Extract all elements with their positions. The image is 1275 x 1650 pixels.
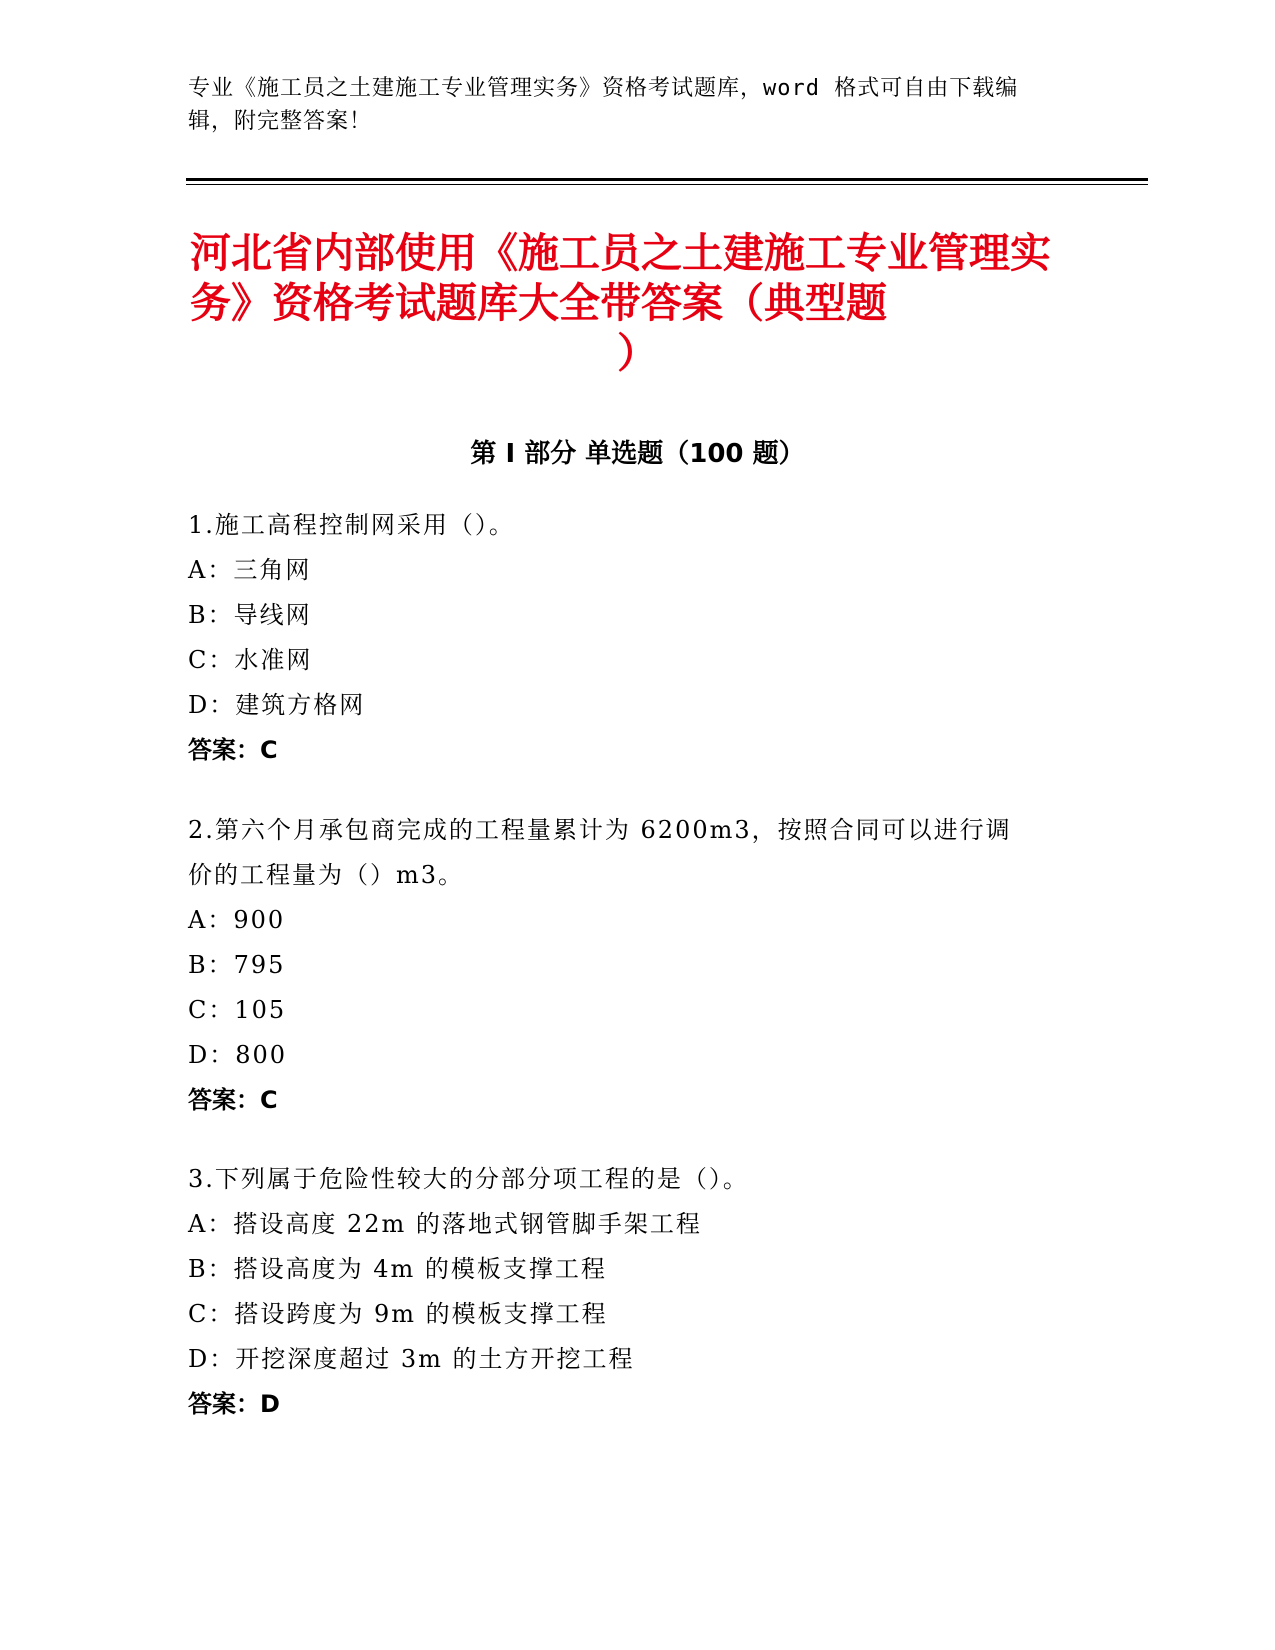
question-stem [188, 503, 1068, 548]
option-c: C：搭设跨度为 9m 的模板支撑工程 [188, 1300, 608, 1328]
question-stem [188, 808, 1068, 898]
option-d: D：建筑方格网 [188, 691, 366, 719]
section-heading: 第 I 部分 单选题（100 题） [470, 439, 805, 469]
header-divider-thin [186, 184, 1148, 185]
header-note-line: 专业《施工员之土建施工专业管理实务》资格考试题库，word 格式可自由下载编 [188, 76, 1019, 101]
question-3 [188, 1157, 1068, 1427]
option-b: B：795 [188, 951, 286, 979]
document-title-tail: ） [617, 329, 658, 377]
option-d: D：开挖深度超过 3m 的土方开挖工程 [188, 1345, 635, 1373]
question-stem-line: 3.下列属于危险性较大的分部分项工程的是（）。 [188, 1165, 749, 1193]
question-1 [188, 503, 1068, 773]
option-a: A：三角网 [188, 556, 312, 584]
header-note [188, 72, 1068, 138]
option-d: D：800 [188, 1041, 288, 1069]
option-b: B：导线网 [188, 601, 312, 629]
answer: 答案：D [188, 1390, 280, 1418]
header-note-line: 辑，附完整答案！ [188, 109, 373, 134]
document-title [190, 228, 1085, 378]
option-a: A：900 [188, 906, 286, 934]
question-2 [188, 808, 1068, 1123]
question-stem-line: 2.第六个月承包商完成的工程量累计为 6200m3，按照合同可以进行调 [188, 816, 1012, 844]
header-divider-thick [186, 178, 1148, 181]
option-a: A：搭设高度 22m 的落地式钢管脚手架工程 [188, 1210, 702, 1238]
answer: 答案：C [188, 1086, 278, 1114]
option-c: C：水准网 [188, 646, 313, 674]
document-title-main: 河北省内部使用《施工员之土建施工专业管理实务》资格考试题库大全带答案（典型题 [190, 229, 1051, 327]
option-b: B：搭设高度为 4m 的模板支撑工程 [188, 1255, 607, 1283]
answer: 答案：C [188, 736, 278, 764]
question-stem-line: 1.施工高程控制网采用（）。 [188, 511, 515, 539]
question-stem-line: 价的工程量为（）m3。 [188, 861, 465, 889]
question-stem [188, 1157, 1068, 1202]
option-c: C：105 [188, 996, 287, 1024]
